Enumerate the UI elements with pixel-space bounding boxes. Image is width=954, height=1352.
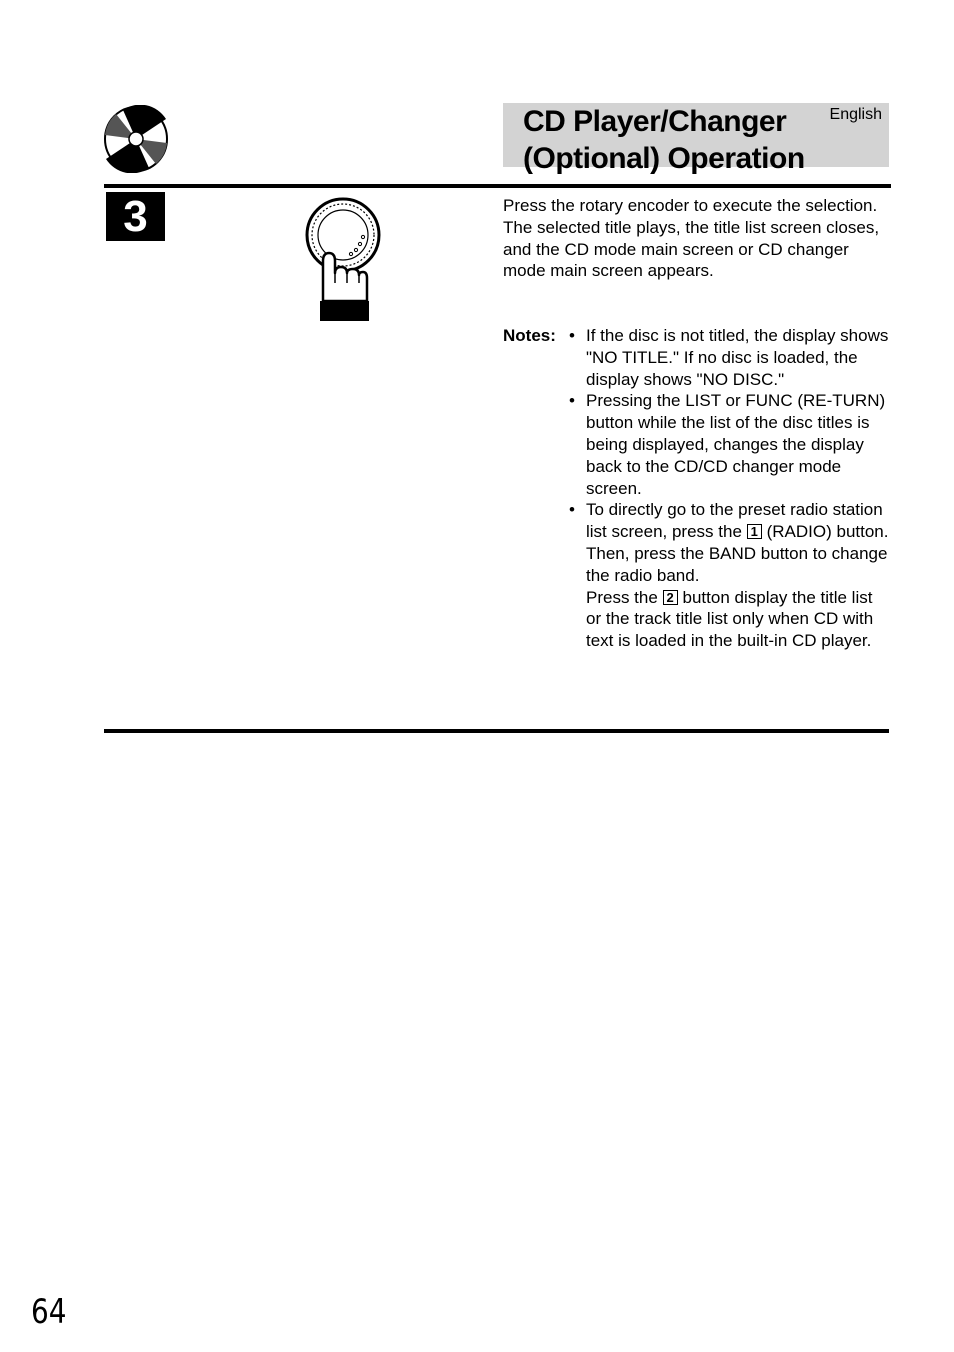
section-title-line1: CD Player/Changer	[523, 105, 787, 138]
page-number: 64	[31, 1292, 67, 1332]
key-1-icon: 1	[747, 524, 762, 539]
note-text-segment: Press the	[586, 587, 658, 607]
key-2-icon: 2	[663, 590, 678, 605]
section-title-line2: (Optional) Operation	[523, 142, 805, 175]
note-item	[569, 499, 889, 652]
note-text-segment: (RADIO) button. Then, press the BAND button to change the radio band.	[586, 522, 889, 585]
bullet-icon: •	[569, 326, 575, 345]
instruction-paragraph: Press the rotary encoder to execute the selection.	[503, 196, 878, 215]
notes-label: Notes:	[503, 326, 556, 345]
bottom-divider	[104, 729, 889, 733]
note-item	[569, 390, 889, 499]
top-divider	[104, 184, 891, 188]
bullet-icon: •	[569, 391, 575, 411]
note-text-segment: To directly go to the preset radio station list screen, press the	[586, 500, 883, 542]
section-title-box	[503, 103, 889, 175]
bullet-icon: •	[569, 500, 575, 520]
note-text-segment: button display the title list or the track title list only when CD with text is loaded in the built-in CD player.	[586, 587, 874, 651]
note-text: If the disc is not titled, the display shows "NO TITLE." If no disc is loaded, the display shows "NO DISC."	[586, 326, 889, 389]
note-text: Pressing the LIST or FUNC (RE-TURN) button while the list of the disc titles is being displayed, changes the display back to the CD/CD changer mode screen.	[586, 391, 886, 498]
language-label: English	[829, 106, 882, 123]
instruction-paragraph: The selected title plays, the title list screen closes, and the CD mode main screen or CD changer mode main screen appears.	[503, 217, 880, 281]
instruction-text	[503, 195, 883, 282]
note-text	[586, 587, 889, 652]
step-number-badge: 3	[106, 192, 165, 241]
note-item	[569, 325, 889, 390]
rotary-encoder-press-icon	[303, 195, 383, 321]
notes-list	[569, 325, 889, 652]
cd-disc-icon	[103, 105, 169, 173]
note-text	[586, 499, 889, 586]
